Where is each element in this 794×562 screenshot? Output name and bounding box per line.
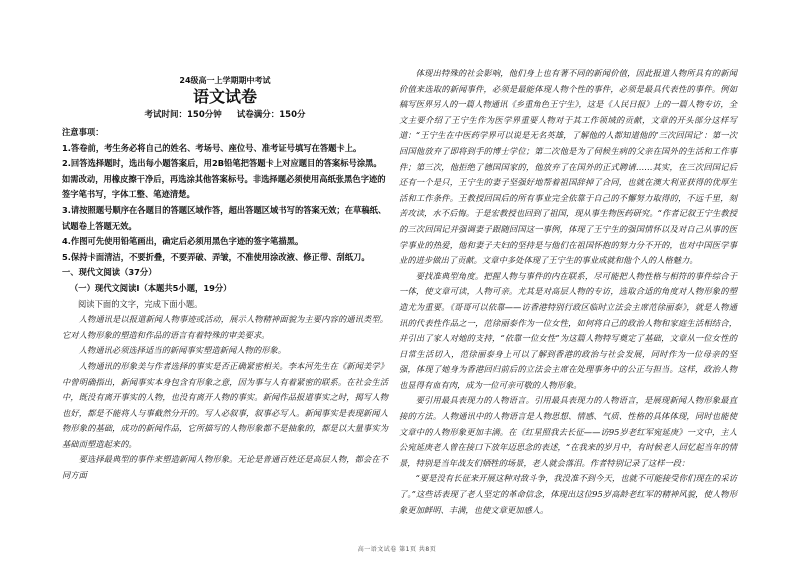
note-item: 4.作图可先使用铅笔画出，确定后必须用黑色字迹的签字笔描黑。 — [62, 236, 304, 247]
exam-time: 考试时间：150分钟 — [144, 110, 222, 120]
left-column — [62, 66, 388, 484]
passage-paragraph: 要引用最具表现力的人物语言。引用最具表现力的人物语言，是展现新闻人物形象最直接的方法。人物通讯中的人物语言是人物思想、情感、气质、性格的具体体现，同时也能使文章中的人物形象更加丰满。在《红星照我去长征——访95岁老红军宛延庚》一文中，主人公宛延庚老人曾在接口下放年迈思念的表述，“在我来的岁月中，有时候老人回忆起当年的情景，特别是当年战友们牺牲的场景，老人就会落泪。作者特别记录了这样一段： — [399, 395, 737, 468]
note-item: 5.保持卡面清洁，不要折叠，不要弄破、弄皱，不准使用涂改液、修正带、刮纸刀。 — [62, 251, 370, 262]
right-column — [399, 66, 737, 518]
page-title: 语文试卷 — [192, 87, 257, 106]
passage-paragraph: 人物通讯必须选择适当的新闻事实塑造新闻人物的形象。 — [78, 345, 287, 356]
passage-paragraph: 要选择最典型的事件来塑造新闻人物形象。无论是普通百姓还是高层人物，都会在不同方面 — [62, 454, 388, 481]
subsection-title: （一）现代文阅读Ⅰ（本题共5小题，19分） — [70, 282, 232, 293]
passage-paragraph: 体现出特殊的社会影响，他们身上也有著不同的新闻价值，因此报道人物所具有的新闻价值来选取的新闻事件，必须是最能体现人物个性的事件，必须是最具代表性的事件。例如稿写医界另人的一篇人物通讯《乡重角色王宁生》，这是《人民日报》上的一篇人物专访，全文主要介绍了王宁生作为医学界重要人物对于其工作领域的贡献，文章的开头部分这样写道：“王宁生在中医药学界可以说是无名英雄，了解他的人都知道他的‘三次回国记’：第一次回国他放弃了即将到手的博士学位；第二次他是为了伺候生病的父亲在国外的生活和工作事件；第三次，他拒绝了德国国家的，他放弃了在国外的正式聘请……其实，在三次回国记后还有一个是只，王宁生的妻子坚强好地帮着祖国辞掉了合同，也就在澳大利亚获得的优厚生活和工作条件。王教授回国后的所有事业完全依靠于自己的不懈努力取得的，不远千里，刻苦攻读，水不后悔。于是宏教授也回到了祖国，现从事生物医药研究。“作者记叙王宁生教授的三次回国记并强调妻子跟随回国这一事例，体现了王宁生的强国情怀以及对自己从事的医学事业的热爱，他和妻子夫妇的坚持是与他们在祖国怀抱的努力分不开的，也对中国医学事业的进步做出了贡献。文章中多处体现了王宁生的事业成就和他个人的人格魅力。 — [399, 68, 737, 266]
passage-paragraph: 人物通讯的形象美与作者选择的事实是否正确紧密相关。李本河先生在《新闻美学》中曾明确指出，新闻事实本身包含有形象之意，因为事与人有着紧密的联系。在社会生活中，既没有离开事实的人物，也没有离开人物的事实。新闻作品报道事实之时，揭写人物也好，都是不能将人与事截然分开的。写人必叙事，叙事必写人。新闻事实是表现新闻人物形象的基础，成功的新闻作品，它所描写的人物形象都不是抽象的，都是以大量事实为基础而塑造起来的。 — [62, 360, 388, 449]
section-title: 一、现代文阅读（37分） — [62, 267, 157, 278]
exam-name: 24级高一上学期期中考试 — [179, 76, 271, 85]
notes-title: 注意事项： — [62, 127, 104, 137]
passage-paragraph: “要是没有长征来开展这种对敌斗争，我没准不到今天，也就不可能接受你们现在的采访了。”这些话表现了老人坚定的革命信念，体现出这位95岁高龄老红军的精神风貌，使人物形象更加鲜明、丰满，也使文章更加感人。 — [399, 473, 737, 515]
note-item: 3.请按照题号顺序在各题目的答题区域作答，超出答题区域书写的答案无效；在草稿纸、试题卷上答题无效。 — [62, 204, 387, 231]
exam-meta — [62, 109, 388, 122]
note-item: 2.回答选择题时，选出每小题答案后，用2B铅笔把答题卡上对应题目的答案标号涂黑。如需改动，用橡皮擦干净后，再选涂其他答案标号。非选择题必须使用高纸张黑色字迹的签字笔书写，字体工整、笔迹清楚。 — [62, 158, 386, 200]
note-item: 1.答卷前，考生务必将自己的姓名、考场号、座位号、准考证号填写在答题卡上。 — [62, 142, 362, 153]
passage-paragraph: 要找准典型角度。把握人物与事件的内在联系，尽可能把人物性格与相符的事件综合于一体，使文章可读，人物可亲。尤其是对高层人物的专访，选取合适的角度对人物形象的塑造尤为重要。《哥哥可以依靠——访香港特别行政区临时立法会主席范徐丽泰》，就是人物通讯的代表性作品之一，范徐丽泰作为一位女性，如何将自己的政治人物和家庭生活相结合，并引出了家人对她的支持，“依靠一位女性”为这篇人物特写奠定了基础，文章从一位女性的日常生活切入，范徐丽泰身上可以了解到香港的政治与社会发展，同时作为一位母亲的坚强，体现了她身为香港回归前后的立法会主席在处理事务中的公正与担当。这样，政治人物也显得有血有肉，成为一位可亲可敬的人物形象。 — [399, 270, 737, 390]
page-footer: 高一语文试卷 第1页 共8页 — [357, 546, 437, 553]
instruction: 阅读下面的文字，完成下面小题。 — [78, 298, 203, 309]
passage-paragraph: 人物通讯是以报道新闻人物事迹或活动，展示人物精神面貌为主要内容的通讯类型。它对人物形象的塑造和作品的语言有着特殊的审美要求。 — [62, 314, 388, 340]
exam-score: 试卷满分：150分 — [236, 110, 306, 120]
